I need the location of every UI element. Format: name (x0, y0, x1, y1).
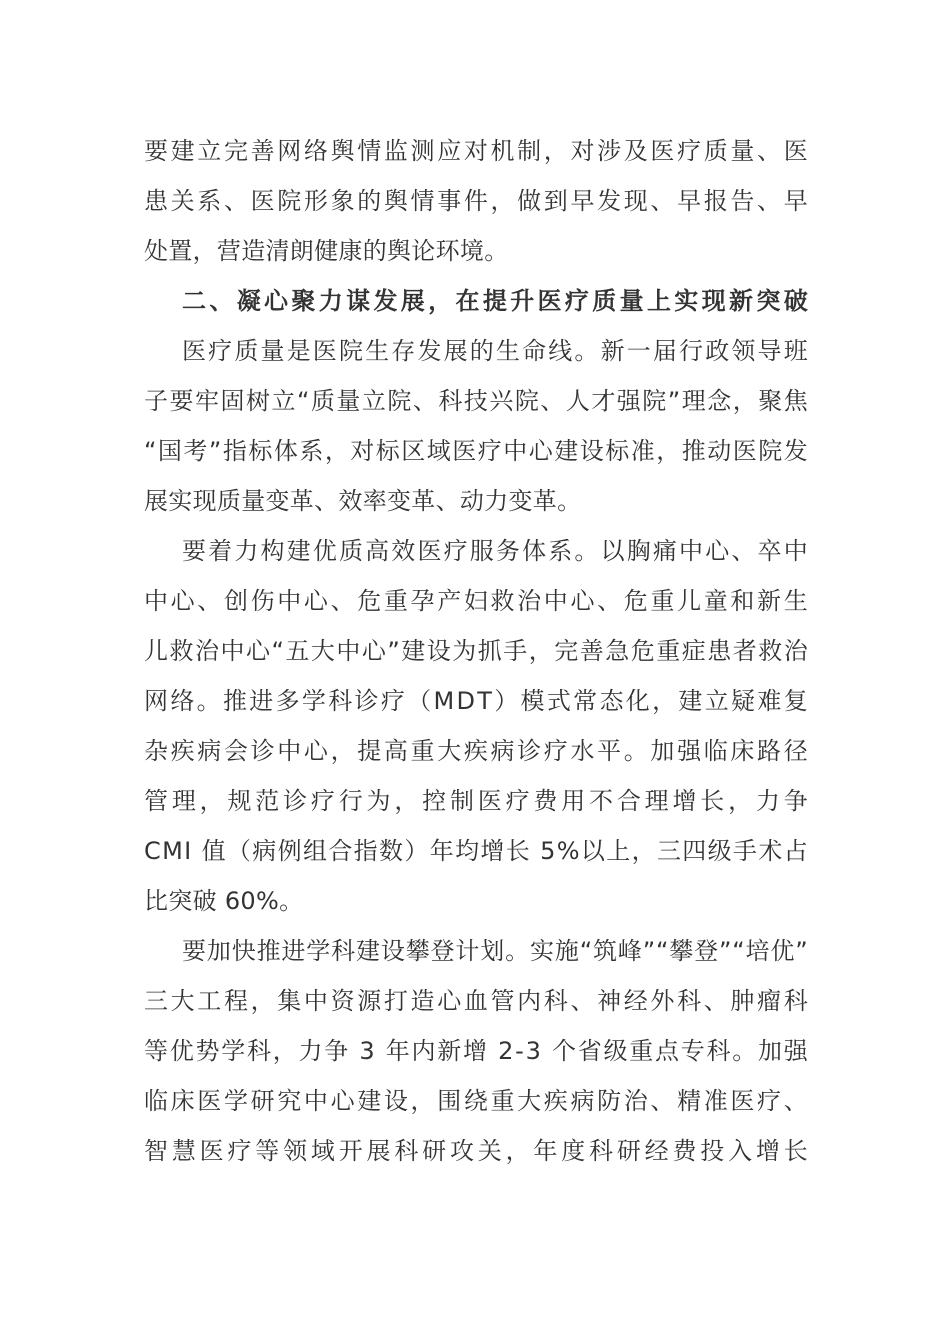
paragraph-line: “国考”指标体系，对标区域医疗中心建设标准，推动医院发 (144, 437, 810, 465)
paragraph-line: 等优势学科，力争 3 年内新增 2-3 个省级重点专科。加强 (144, 1037, 810, 1065)
paragraph-line: CMI 值（病例组合指数）年均增长 5%以上，三四级手术占 (144, 837, 810, 865)
paragraph-line: 中心、创伤中心、危重孕产妇救治中心、危重儿童和新生 (144, 587, 811, 615)
paragraph-line: 儿救治中心“五大中心”建设为抓手，完善急危重症患者救治 (144, 637, 810, 665)
document-body (144, 126, 812, 1176)
paragraph-line: 网络。推进多学科诊疗（MDT）模式常态化，建立疑难复 (144, 687, 811, 715)
paragraph-line: 杂疾病会诊中心，提高重大疾病诊疗水平。加强临床路径 (144, 737, 811, 765)
paragraph-line: 比突破 60%。 (144, 887, 304, 915)
paragraph-line: 子要牢固树立“质量立院、科技兴院、人才强院”理念，聚焦 (144, 387, 810, 415)
paragraph-line: 要建立完善网络舆情监测应对机制，对涉及医疗质量、医 (144, 137, 811, 165)
paragraph-line: 要加快推进学科建设攀登计划。实施“筑峰”“攀登”“培优” (182, 937, 809, 965)
paragraph-line: 管理，规范诊疗行为，控制医疗费用不合理增长，力争 (144, 787, 812, 815)
paragraph-line: 临床医学研究中心建设，围绕重大疾病防治、精准医疗、 (144, 1087, 811, 1115)
section-heading: 二、凝心聚力谋发展，在提升医疗质量上实现新突破 (182, 287, 812, 315)
paragraph-line: 患关系、医院形象的舆情事件，做到早发现、早报告、早 (144, 187, 811, 215)
paragraph-line: 展实现质量变革、效率变革、动力变革。 (144, 487, 582, 515)
paragraph-line: 三大工程，集中资源打造心血管内科、神经外科、肿瘤科 (144, 987, 811, 1015)
paragraph-line: 医疗质量是医院生存发展的生命线。新一届行政领导班 (182, 337, 810, 365)
paragraph-line: 要着力构建优质高效医疗服务体系。以胸痛中心、卒中 (182, 537, 810, 565)
paragraph-line: 处置，营造清朗健康的舆论环境。 (144, 237, 509, 265)
paragraph-line: 智慧医疗等领域开展科研攻关，年度科研经费投入增长 (144, 1137, 812, 1165)
